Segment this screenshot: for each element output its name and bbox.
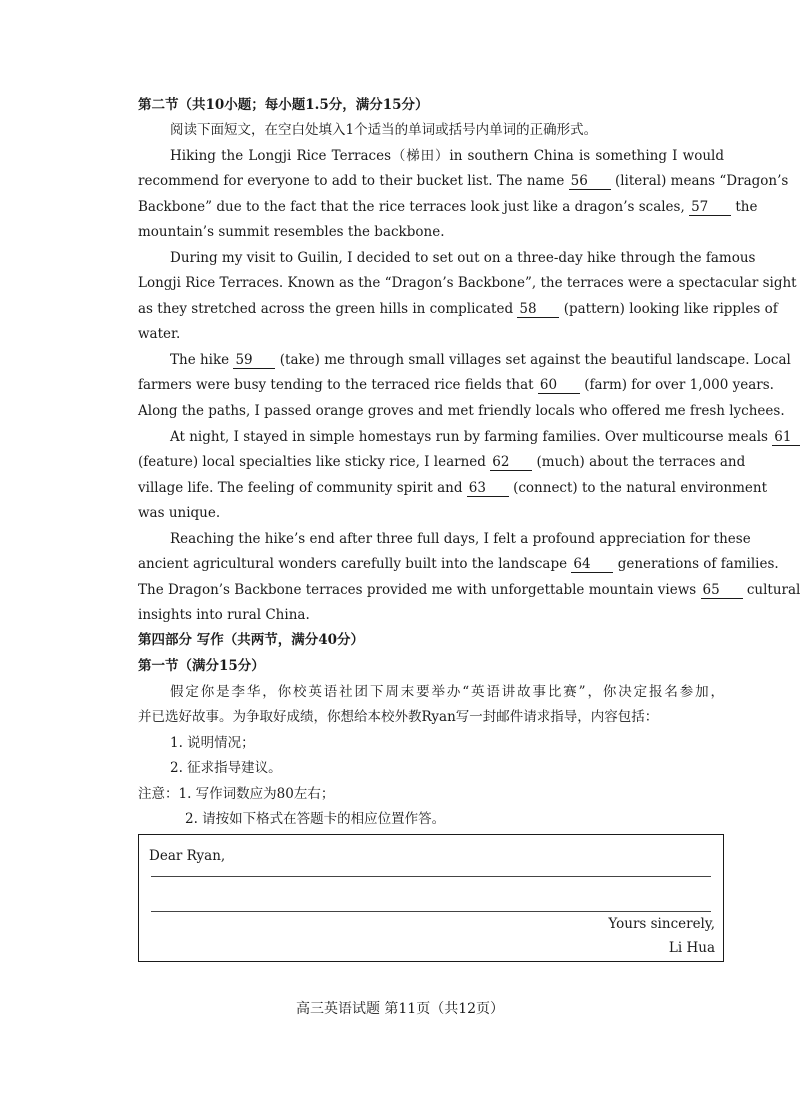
text-segment: the bbox=[735, 199, 758, 215]
page-footer: 高三英语试题 第11页（共12页） bbox=[295, 1001, 505, 1017]
passage-p2-line1: During my visit to Guilin, I decided to set out on a three-day hike through the famous bbox=[170, 250, 756, 266]
part4-heading: 第四部分 写作（共两节，满分40分） bbox=[138, 632, 364, 648]
letter-greeting: Dear Ryan, bbox=[149, 848, 226, 864]
passage-p4-line2 bbox=[138, 453, 746, 471]
passage-p4-line4: was unique. bbox=[138, 505, 221, 521]
text-segment: (take) me through small villages set against the beautiful landscape. Local bbox=[279, 352, 791, 368]
passage-p4-line1 bbox=[170, 428, 792, 446]
text-segment: The hike bbox=[170, 352, 230, 368]
passage-p1-line3 bbox=[138, 198, 758, 216]
text-segment: At night, I stayed in simple homestays run by farming families. Over multicourse meals bbox=[170, 429, 768, 445]
passage-p5-line3 bbox=[138, 581, 800, 599]
blank-59[interactable]: 59 bbox=[233, 353, 275, 369]
text-segment: (literal) means “Dragon’s bbox=[614, 173, 789, 189]
text-segment: as they stretched across the green hills in complicated bbox=[138, 301, 514, 317]
text-segment: (much) about the terraces and bbox=[536, 454, 746, 470]
text-segment: farmers were busy tending to the terraced rice fields that bbox=[138, 377, 534, 393]
letter-closing: Yours sincerely, bbox=[608, 916, 715, 932]
blank-61[interactable]: 61 bbox=[772, 430, 800, 446]
note-1: 1. 写作词数应为80左右； bbox=[178, 786, 335, 802]
passage-p3-line3: Along the paths, I passed orange groves and met friendly locals who offered me fresh lychees. bbox=[138, 403, 785, 419]
passage-p1-line2 bbox=[138, 172, 789, 190]
letter-signature: Li Hua bbox=[668, 940, 715, 956]
blank-64[interactable]: 64 bbox=[571, 557, 613, 573]
part4-item2: 2. 征求指导建议。 bbox=[170, 760, 282, 776]
text-segment: (pattern) looking like ripples of bbox=[563, 301, 778, 317]
writing-line bbox=[151, 911, 711, 912]
text-segment: generations of families. bbox=[617, 556, 779, 572]
part4-section1-heading: 第一节（满分15分） bbox=[138, 658, 265, 674]
blank-60[interactable]: 60 bbox=[538, 378, 580, 394]
blank-63[interactable]: 63 bbox=[467, 481, 509, 497]
text-segment: ancient agricultural wonders carefully built into the landscape bbox=[138, 556, 568, 572]
section2-instruction: 阅读下面短文，在空白处填入1个适当的单词或括号内单词的正确形式。 bbox=[170, 122, 598, 138]
part4-note-line1 bbox=[138, 785, 724, 803]
part4-prompt-line2: 并已选好故事。为争取好成绩，你想给本校外教Ryan写一封邮件请求指导，内容包括： bbox=[138, 709, 659, 725]
letter-format-box bbox=[138, 834, 724, 962]
text-segment: Backbone” due to the fact that the rice terraces look just like a dragon’s scales, bbox=[138, 199, 685, 215]
passage-p2-line4: water. bbox=[138, 326, 181, 342]
passage-p4-line3 bbox=[138, 479, 768, 497]
passage-p5-line1: Reaching the hike’s end after three full days, I felt a profound appreciation for these bbox=[170, 531, 751, 547]
blank-56[interactable]: 56 bbox=[569, 174, 611, 190]
text-segment: recommend for everyone to add to their bucket list. The name bbox=[138, 173, 565, 189]
text-segment: village life. The feeling of community spirit and bbox=[138, 480, 463, 496]
text-segment: cultural bbox=[746, 582, 800, 598]
blank-62[interactable]: 62 bbox=[490, 455, 532, 471]
text-segment: (feature) local specialties like sticky rice, I learned bbox=[138, 454, 486, 470]
text-segment: The Dragon’s Backbone terraces provided me with unforgettable mountain views bbox=[138, 582, 697, 598]
note-label: 注意： bbox=[138, 786, 179, 802]
part4-prompt-line1: 假定你是李华，你校英语社团下周末要举办“英语讲故事比赛”，你决定报名参加， bbox=[170, 684, 724, 700]
passage-p1-line1: Hiking the Longji Rice Terraces（梯田）in southern China is something I would bbox=[170, 148, 724, 164]
part4-note-line2: 2. 请按如下格式在答题卡的相应位置作答。 bbox=[185, 811, 446, 827]
blank-58[interactable]: 58 bbox=[517, 302, 559, 318]
passage-p1-line4: mountain’s summit resembles the backbone. bbox=[138, 224, 445, 240]
blank-57[interactable]: 57 bbox=[689, 200, 731, 216]
passage-p2-line2: Longji Rice Terraces. Known as the “Dragon’s Backbone”, the terraces were a spectacular sight bbox=[138, 275, 797, 291]
part4-item1: 1. 说明情况； bbox=[170, 735, 255, 751]
text-segment: (connect) to the natural environment bbox=[513, 480, 768, 496]
text-segment: (farm) for over 1,000 years. bbox=[584, 377, 774, 393]
passage-p5-line2 bbox=[138, 555, 779, 573]
writing-line bbox=[151, 876, 711, 877]
passage-p3-line1 bbox=[170, 351, 791, 369]
passage-p2-line3 bbox=[138, 300, 778, 318]
passage-p3-line2 bbox=[138, 376, 774, 394]
section2-heading: 第二节（共10小题；每小题1.5分，满分15分） bbox=[138, 97, 429, 113]
passage-p5-line4: insights into rural China. bbox=[138, 607, 310, 623]
blank-65[interactable]: 65 bbox=[701, 583, 743, 599]
